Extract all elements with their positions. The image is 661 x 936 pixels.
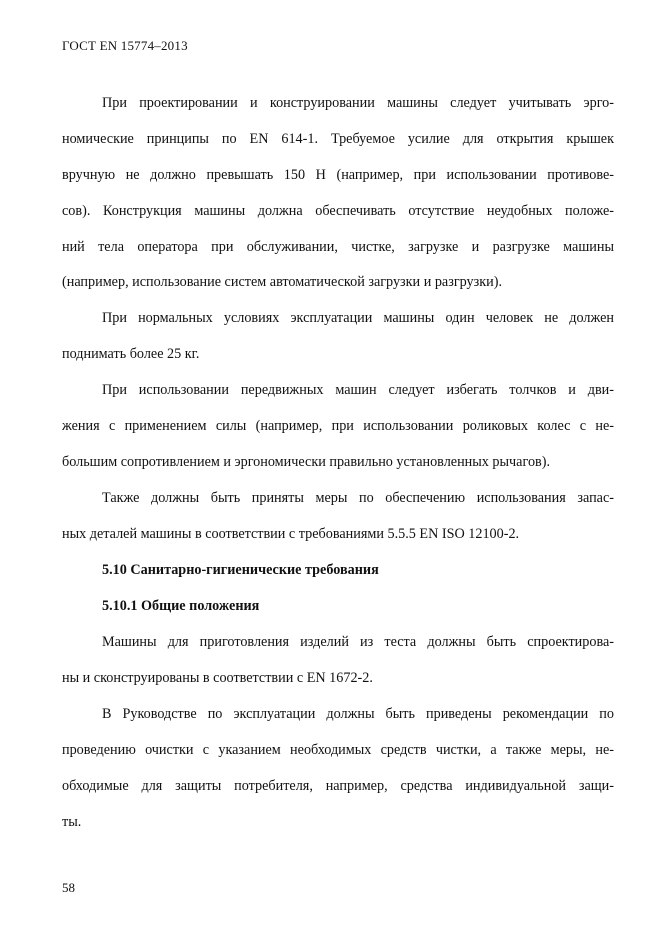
paragraph-line: При нормальных условиях эксплуатации машины один человек не должен [102, 310, 614, 326]
paragraph-line: При проектировании и конструировании машины следует учитывать эрго- [102, 95, 614, 111]
paragraph-line: ных деталей машины в соответствии с требованиями 5.5.5 EN ISO 12100-2. [62, 526, 520, 542]
paragraph-line: Машины для приготовления изделий из теста должны быть спроектирова- [102, 634, 614, 650]
section-heading: 5.10 Санитарно-гигиенические требования [102, 562, 379, 578]
paragraph-line: большим сопротивлением и эргономически правильно установленных рычагов). [62, 454, 551, 470]
paragraph-line: проведению очистки с указанием необходимых средств чистки, а также меры, не- [62, 742, 614, 758]
paragraph-line: обходимые для защиты потребителя, например, средства индивидуальной защи- [62, 778, 614, 794]
paragraph-line: При использовании передвижных машин следует избегать толчков и дви- [102, 382, 614, 398]
paragraph-line: номические принципы по EN 614-1. Требуемое усилие для открытия крышек [62, 131, 614, 147]
paragraph-line: сов). Конструкция машины должна обеспечивать отсутствие неудобных положе- [62, 203, 614, 219]
paragraph-line: ний тела оператора при обслуживании, чистке, загрузке и разгрузке машины [62, 239, 614, 255]
paragraph-line: ты. [62, 814, 82, 830]
paragraph-line: вручную не должно превышать 150 Н (например, при использовании противове- [62, 167, 614, 183]
paragraph-line: Также должны быть приняты меры по обеспечению использования запас- [102, 490, 614, 506]
paragraph-line: жения с применением силы (например, при использовании роликовых колес с не- [62, 418, 614, 434]
paragraph-line: В Руководстве по эксплуатации должны быть приведены рекомендации по [102, 706, 614, 722]
paragraph-line: поднимать более 25 кг. [62, 346, 200, 362]
paragraph-line: ны и сконструированы в соответствии с EN 1672-2. [62, 670, 373, 686]
page-number: 58 [62, 880, 75, 895]
paragraph-line: (например, использование систем автоматической загрузки и разгрузки). [62, 274, 503, 290]
document-header: ГОСТ EN 15774–2013 [62, 38, 188, 53]
subsection-heading: 5.10.1 Общие положения [102, 598, 260, 614]
